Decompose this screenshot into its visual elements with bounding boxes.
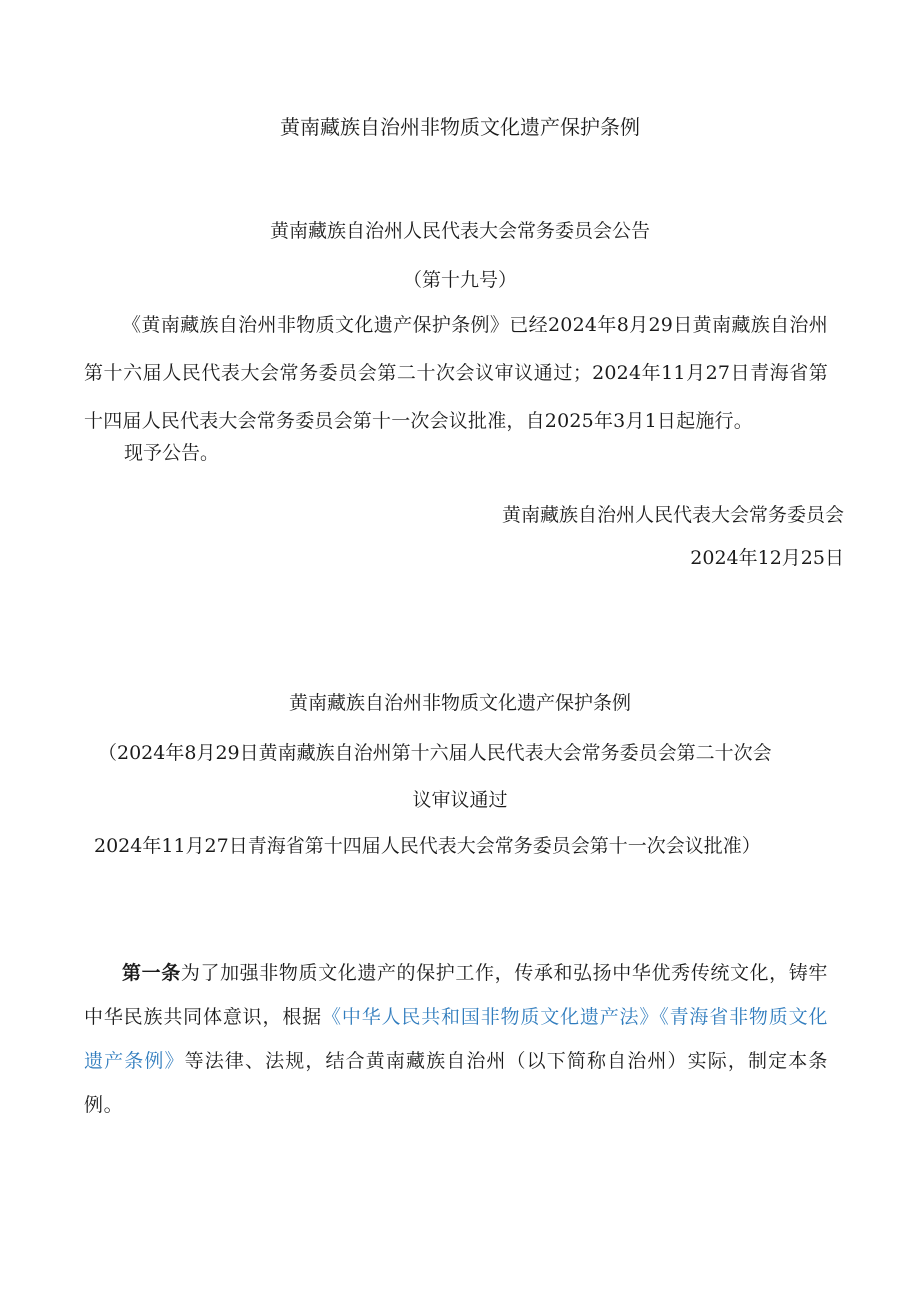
article-1-text-after: 等法律、法规，结合黄南藏族自治州（以下简称自治州）实际，制定本条例。 xyxy=(84,1050,828,1116)
announcement-date: 2024年12月25日 xyxy=(690,547,844,569)
law-link-qinghai-regulation[interactable]: 《青海省非物质文化遗产条例》 xyxy=(84,1006,829,1072)
article-1 xyxy=(84,951,828,1127)
document-title: 黄南藏族自治州非物质文化遗产保护条例 xyxy=(280,115,640,139)
announcement-body: 《黄南藏族自治州非物质文化遗产保护条例》已经2024年8月29日黄南藏族自治州第十六届人民代表大会常务委员会第二十次会议审议通过；2024年11月27日青海省第十四届人民代表大会常务委员会第十一次会议批准，自2025年3月1日起施行。 xyxy=(84,314,828,432)
article-1-text-before: 为了加强非物质文化遗产的保护工作，传承和弘扬中华优秀传统文化，铸牢中华民族共同体意识，根据 xyxy=(84,962,828,1028)
announcement-notice: 现予公告。 xyxy=(124,442,220,464)
law-link-intangible-heritage-act[interactable]: 《中华人民共和国非物质文化遗产法》 xyxy=(322,1006,660,1028)
announcement-issuer: 黄南藏族自治州人民代表大会常务委员会 xyxy=(501,504,844,526)
regulation-title: 黄南藏族自治州非物质文化遗产保护条例 xyxy=(288,692,631,714)
article-1-label: 第一条 xyxy=(122,962,181,984)
regulation-approval-line: 2024年11月27日青海省第十四届人民代表大会常务委员会第十一次会议批准） xyxy=(94,835,761,857)
regulation-adoption-line2: 议审议通过 xyxy=(412,789,508,811)
regulation-adoption-line1: （2024年8月29日黄南藏族自治州第十六届人民代表大会常务委员会第二十次会 xyxy=(98,742,772,764)
announcement-number: （第十九号） xyxy=(402,269,517,291)
announcement-header: 黄南藏族自治州人民代表大会常务委员会公告 xyxy=(269,220,650,242)
